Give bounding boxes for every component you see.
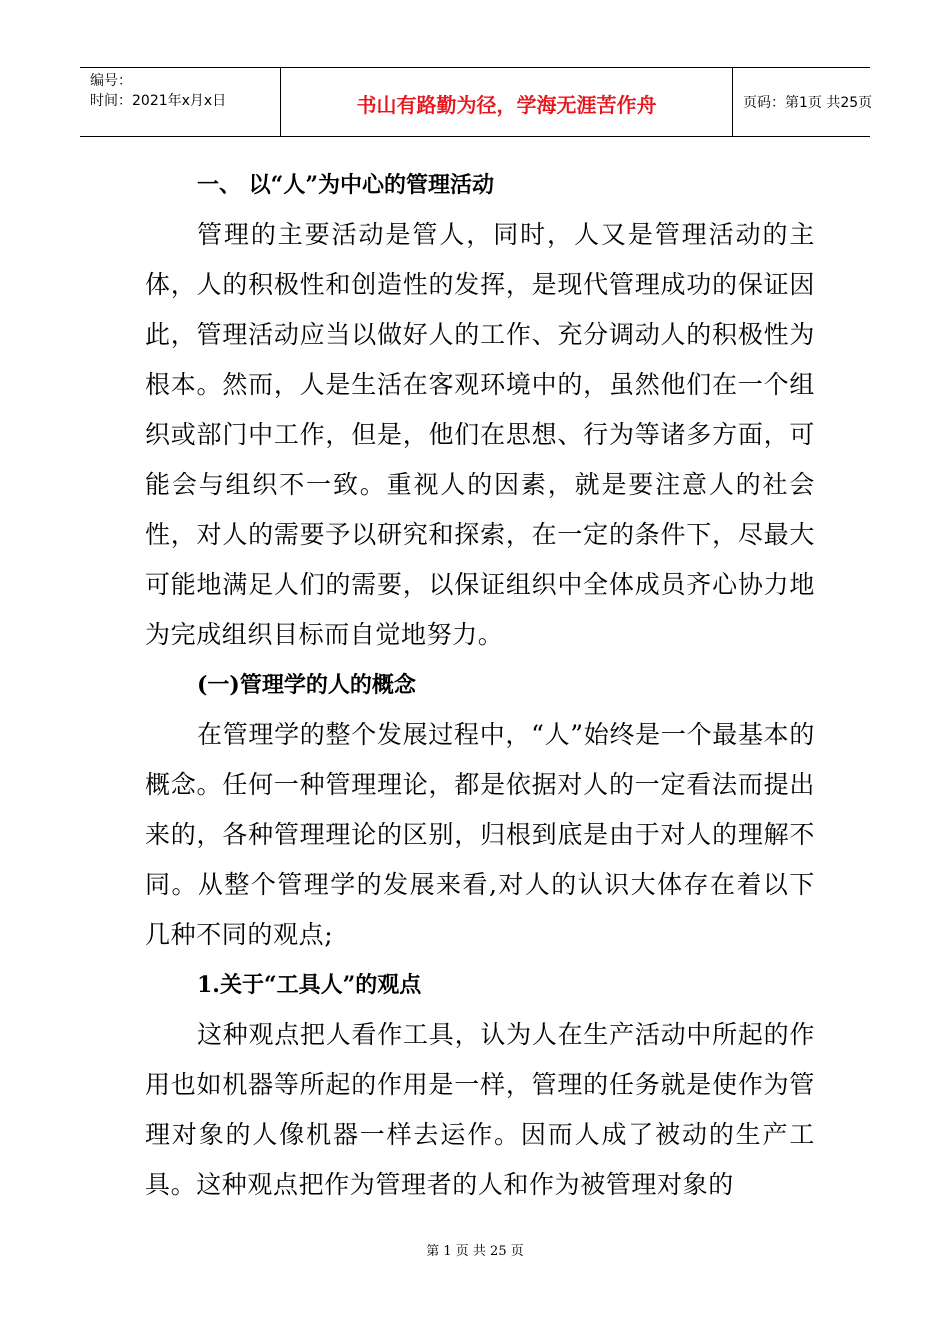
subsection-heading: (一)管理学的人的概念 bbox=[197, 672, 416, 698]
section-heading: 一、 以“人”为中心的管理活动 bbox=[197, 172, 494, 198]
page-footer: 第 1 页 共 25 页 bbox=[426, 1244, 524, 1259]
body-paragraph: 在管理学的整个发展过程中，“人”始终是一个最基本的概念。任何一种管理理论，都是依据对人的一定看法而提出来的，各种管理理论的区别，归根到底是由于对人的理解不同。从整个管理学的发展来看,对人的认识大体存在着以下几种不同的观点; bbox=[145, 720, 815, 949]
body-paragraph: 这种观点把人看作工具，认为人在生产活动中所起的作用也如机器等所起的作用是一样，管理的任务就是使作为管理对象的人像机器一样去运作。因而人成了被动的生产工具。这种观点把作为管理者的人和作为被管理对象的 bbox=[145, 1020, 815, 1199]
header-page-info: 页码：第1页 共25页 bbox=[743, 95, 873, 111]
document-number-label: 编号： bbox=[90, 73, 132, 89]
document-time-label: 时间：2021年x月x日 bbox=[90, 93, 227, 109]
header-info-cell bbox=[80, 68, 280, 136]
header-page-cell bbox=[733, 68, 873, 136]
header-motto-cell bbox=[280, 68, 733, 136]
page-header bbox=[80, 67, 873, 137]
document-body bbox=[145, 160, 815, 1210]
body-paragraph: 管理的主要活动是管人，同时，人又是管理活动的主体，人的积极性和创造性的发挥，是现代管理成功的保证因此，管理活动应当以做好人的工作、充分调动人的积极性为根本。然而，人是生活在客观环境中的，虽然他们在一个组织或部门中工作，但是，他们在思想、行为等诸多方面，可能会与组织不一致。重视人的因素，就是要注意人的社会性，对人的需要予以研究和探索，在一定的条件下，尽最大可能地满足人们的需要，以保证组织中全体成员齐心协力地为完成组织目标而自觉地努力。 bbox=[145, 220, 815, 649]
topic-heading: 1.关于“工具人”的观点 bbox=[197, 972, 422, 998]
header-motto: 书山有路勤为径，学海无涯苦作舟 bbox=[356, 93, 657, 117]
